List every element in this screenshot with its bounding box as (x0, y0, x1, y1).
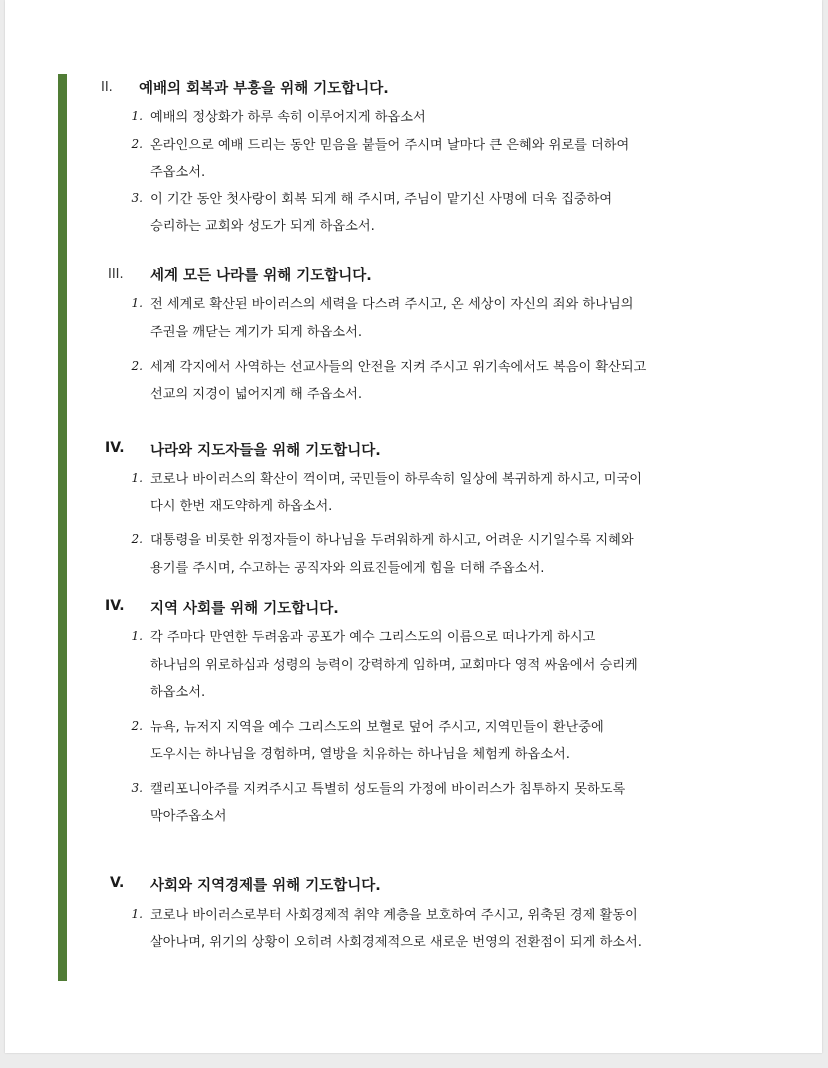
section-title: 사회와 지역경제를 위해 기도합니다. (150, 878, 381, 894)
section-number: IV. (105, 440, 125, 456)
item-text: 주옵소서. (150, 165, 206, 180)
section-number: IV. (105, 598, 125, 614)
item-text: 대통령을 비롯한 위정자들이 하나님을 두려워하게 하시고, 어려운 시기일수록 지혜와 (150, 533, 634, 548)
item-number: 1. (131, 907, 143, 921)
section-title: 나라와 지도자들을 위해 기도합니다. (150, 443, 381, 459)
section-title: 예배의 회복과 부흥을 위해 기도합니다. (139, 81, 389, 97)
section-number: III. (108, 267, 124, 282)
document-page (5, 0, 822, 1053)
item-text: 캘리포니아주를 지켜주시고 특별히 성도들의 가정에 바이러스가 침투하지 못하도록 (150, 782, 626, 797)
item-text: 세계 각지에서 사역하는 선교사들의 안전을 지켜 주시고 위기속에서도 복음이 확산되고 (150, 360, 647, 375)
item-text: 각 주마다 만연한 두려움과 공포가 예수 그리스도의 이름으로 떠나가게 하시고 (150, 630, 596, 645)
accent-bar (58, 74, 67, 981)
item-text: 하나님의 위로하심과 성령의 능력이 강력하게 임하며, 교회마다 영적 싸움에서 승리케 (150, 658, 638, 673)
item-text: 막아주옵소서 (150, 809, 227, 824)
item-text: 선교의 지경이 넓어지게 해 주옵소서. (150, 387, 363, 402)
item-number: 1. (131, 109, 143, 123)
item-text: 주권을 깨닫는 계기가 되게 하옵소서. (150, 325, 363, 340)
item-text: 다시 한번 재도약하게 하옵소서. (150, 499, 333, 514)
item-text: 용기를 주시며, 수고하는 공직자와 의료진들에게 힘을 더해 주옵소서. (150, 561, 545, 576)
item-text: 온라인으로 예배 드리는 동안 믿음을 붙들어 주시며 날마다 큰 은혜와 위로를 더하여 (150, 138, 630, 153)
item-text: 하옵소서. (150, 685, 206, 700)
item-number: 2. (131, 719, 143, 733)
item-text: 전 세계로 확산된 바이러스의 세력을 다스려 주시고, 온 세상이 자신의 죄와 하나님의 (150, 297, 634, 312)
item-text: 이 기간 동안 첫사랑이 회복 되게 해 주시며, 주님이 맡기신 사명에 더욱 집중하여 (150, 192, 613, 207)
item-text: 예배의 정상화가 하루 속히 이루어지게 하옵소서 (150, 110, 426, 125)
item-number: 1. (131, 629, 143, 643)
item-text: 코로나 바이러스로부터 사회경제적 취약 계층을 보호하여 주시고, 위축된 경제 활동이 (150, 908, 638, 923)
item-number: 2. (131, 137, 143, 151)
item-number: 1. (131, 296, 143, 310)
item-text: 뉴욕, 뉴저지 지역을 예수 그리스도의 보혈로 덮어 주시고, 지역민들이 환난중에 (150, 720, 604, 735)
section-number: V. (110, 875, 125, 891)
item-text: 승리하는 교회와 성도가 되게 하옵소서. (150, 219, 375, 234)
section-number: II. (101, 80, 113, 95)
section-title: 지역 사회를 위해 기도합니다. (150, 601, 339, 617)
item-text: 도우시는 하나님을 경험하며, 열방을 치유하는 하나님을 체험케 하옵소서. (150, 747, 570, 762)
item-number: 3. (131, 781, 143, 795)
item-number: 2. (131, 532, 143, 546)
item-number: 2. (131, 359, 143, 373)
item-number: 1. (131, 471, 143, 485)
item-number: 3. (131, 191, 143, 205)
item-text: 코로나 바이러스의 확산이 꺽이며, 국민들이 하루속히 일상에 복귀하게 하시고, 미국이 (150, 472, 642, 487)
section-title: 세계 모든 나라를 위해 기도합니다. (150, 268, 372, 284)
item-text: 살아나며, 위기의 상황이 오히려 사회경제적으로 새로운 번영의 전환점이 되게 하소서. (150, 935, 642, 950)
